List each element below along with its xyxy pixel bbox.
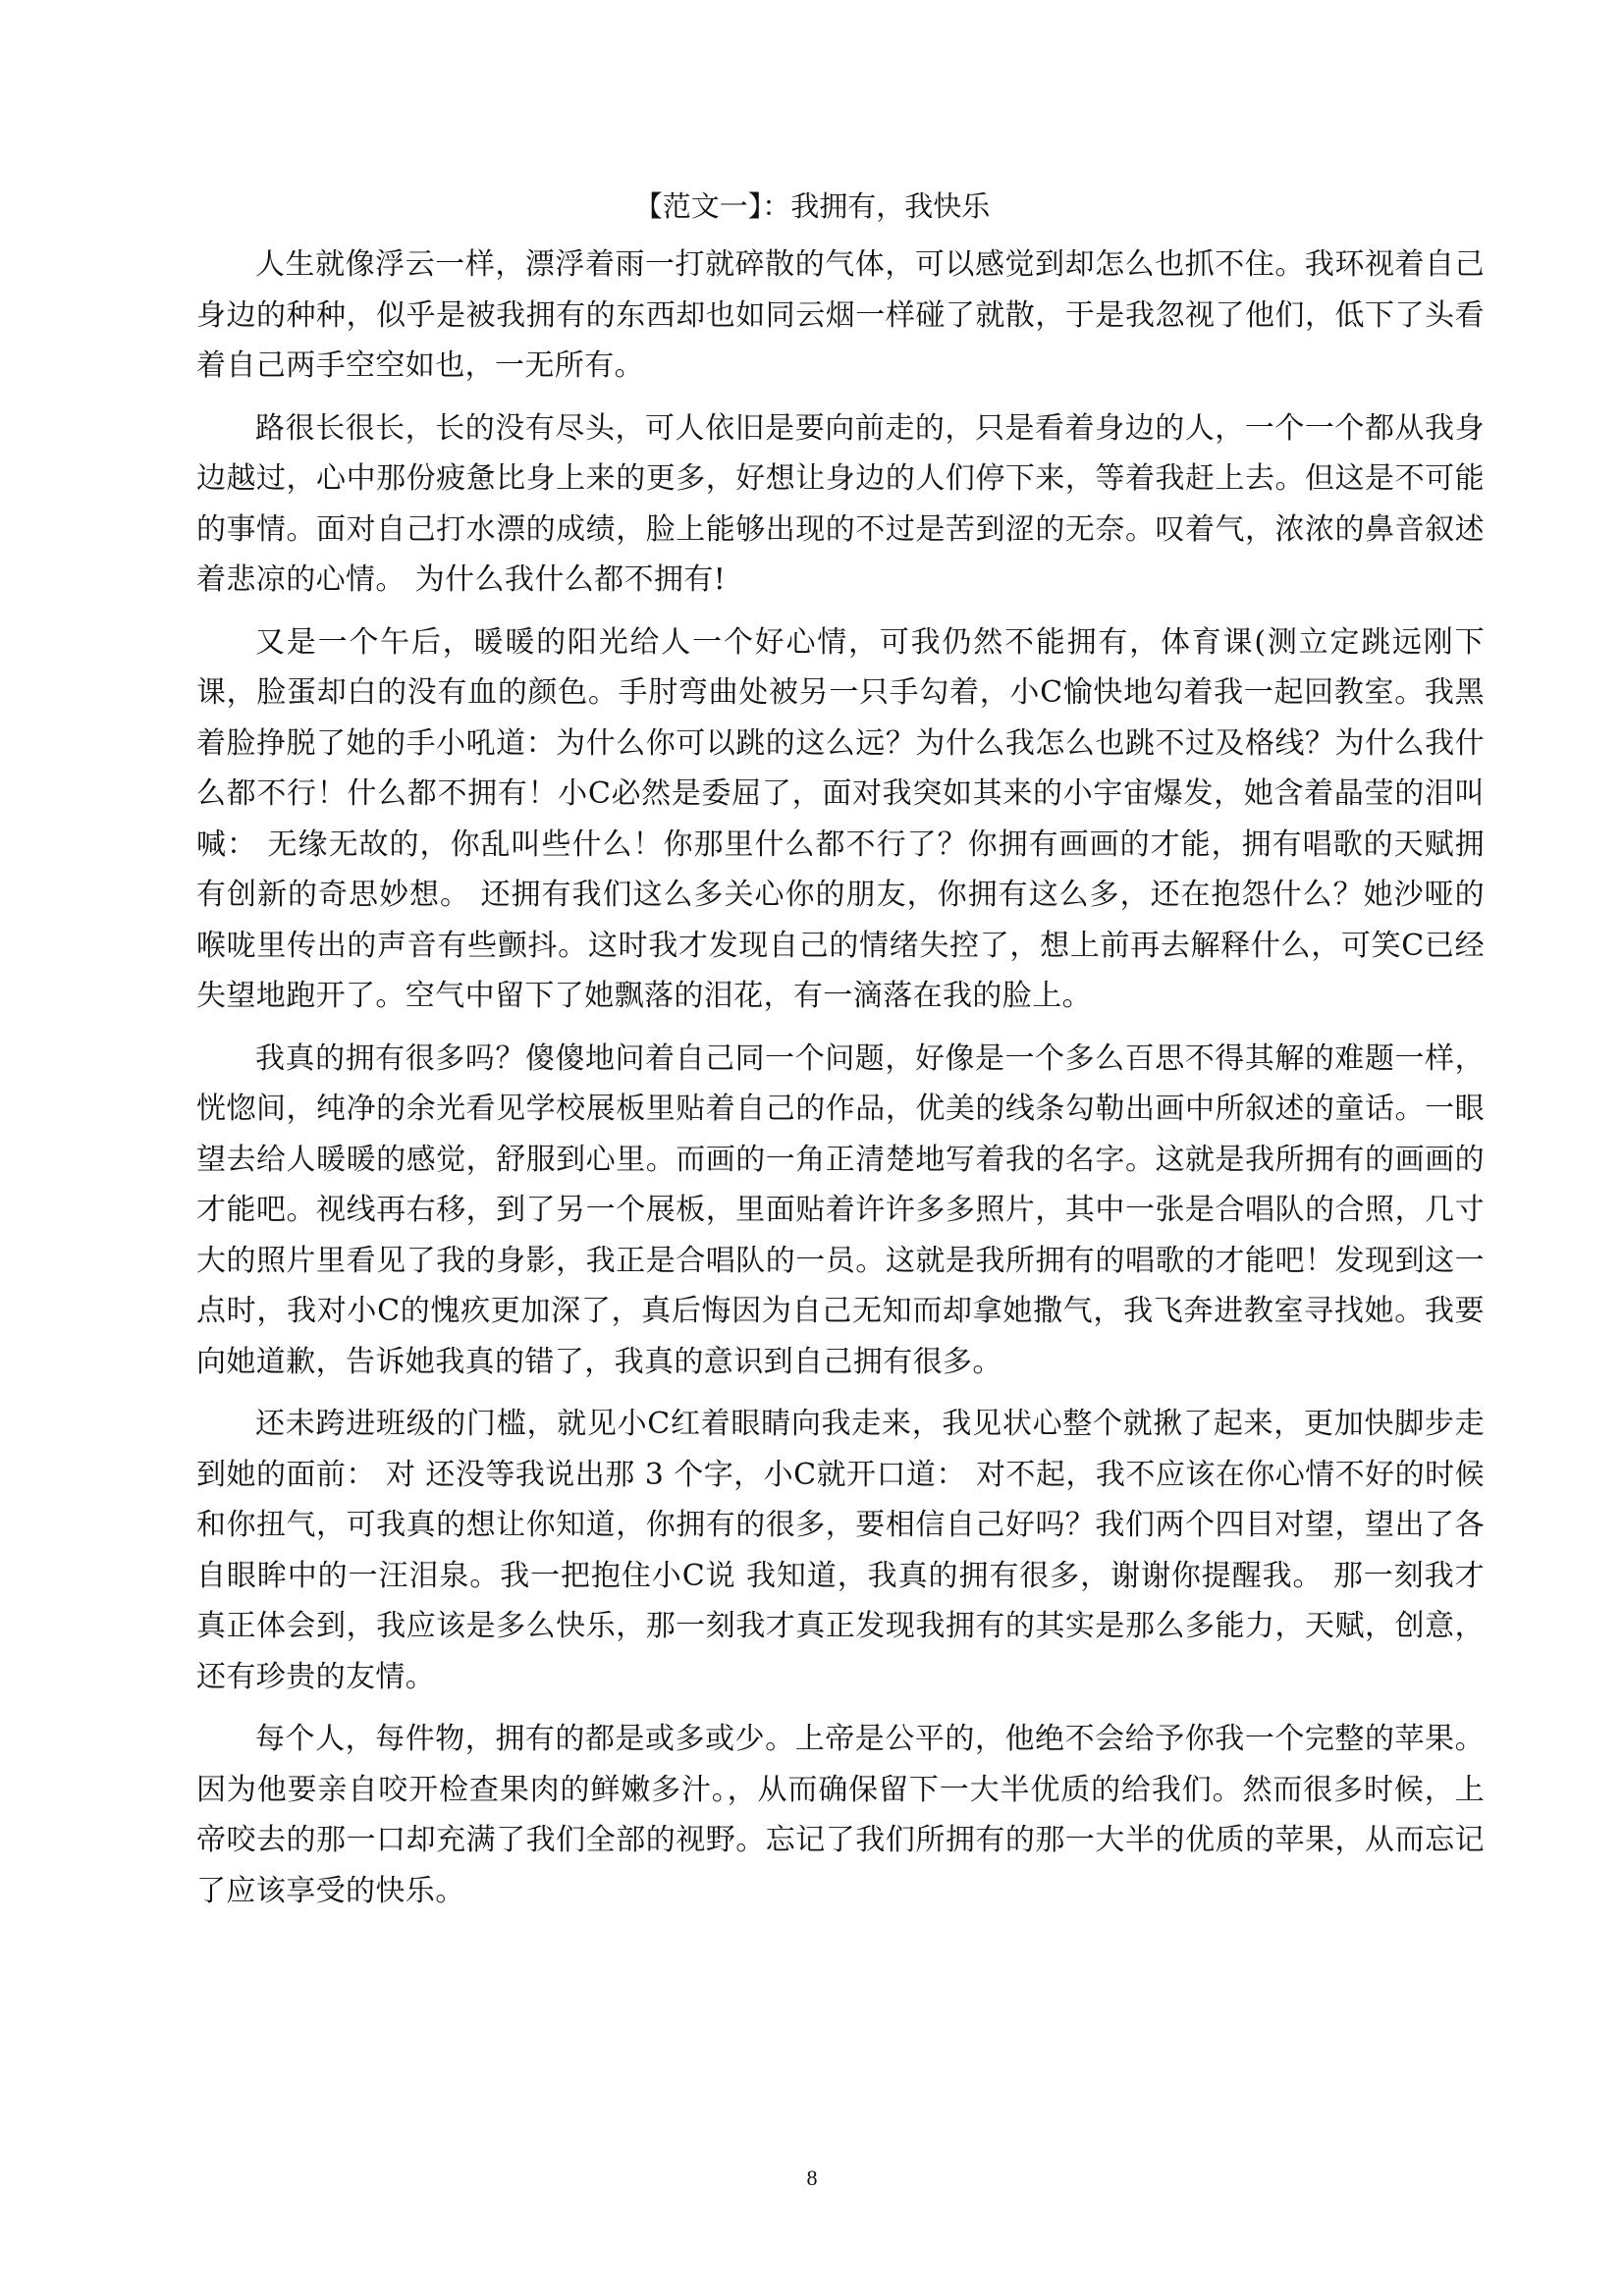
essay-body [196, 240, 1485, 1928]
paragraph-2: 路很长很长，长的没有尽头，可人依旧是要向前走的，只是看着身边的人，一个一个都从我身边越过，心中那份疲惫比身上来的更多，好想让身边的人们停下来，等着我赶上去。但这是不可能的事情。面对自己打水漂的成绩，脸上能够出现的不过是苦到涩的无奈。叹着气，浓浓的鼻音叙述着悲凉的心情。 为什么我什么都不拥有! [196, 410, 1485, 597]
page-number: 8 [806, 2165, 818, 2190]
paragraph-3: 又是一个午后，暖暖的阳光给人一个好心情，可我仍然不能拥有，体育课(测立定跳远刚下课，脸蛋却白的没有血的颜色。手肘弯曲处被另一只手勾着，小C愉快地勾着我一起回教室。我黑着脸挣脱了她的手小吼道：为什么你可以跳的这么远？为什么我怎么也跳不过及格线？为什么我什么都不行！什么都不拥有！小C必然是委屈了，面对我突如其来的小宇宙爆发，她含着晶莹的泪叫喊： 无缘无故的，你乱叫些什么！你那里什么都不行了？你拥有画画的才能，拥有唱歌的天赋拥有创新的奇思妙想。 还拥有我们这么多关心你的朋友，你拥有这么多，还在抱怨什么？她沙哑的喉咙里传出的声音有些颤抖。这时我才发现自己的情绪失控了，想上前再去解释什么，可笑C已经失望地跑开了。空气中留下了她飘落的泪花，有一滴落在我的脸上。 [196, 624, 1485, 1013]
page-title: 【范文一】：我拥有，我快乐 [633, 189, 991, 223]
paragraph-1: 人生就像浮云一样，漂浮着雨一打就碎散的气体，可以感觉到却怎么也抓不住。我环视着自己身边的种种，似乎是被我拥有的东西却也如同云烟一样碰了就散，于是我忽视了他们，低下了头看着自己两手空空如也，一无所有。 [196, 247, 1485, 383]
paragraph-4: 我真的拥有很多吗？傻傻地问着自己同一个问题，好像是一个多么百思不得其解的难题一样，恍惚间，纯净的余光看见学校展板里贴着自己的作品，优美的线条勾勒出画中所叙述的童话。一眼望去给人暖暖的感觉，舒服到心里。而画的一角正清楚地写着我的名字。这就是我所拥有的画画的才能吧。视线再右移，到了另一个展板，里面贴着许许多多照片，其中一张是合唱队的合照，几寸大的照片里看见了我的身影，我正是合唱队的一员。这就是我所拥有的唱歌的才能吧！发现到这一点时，我对小C的愧疚更加深了，真后悔因为自己无知而却拿她撒气，我飞奔进教室寻找她。我要向她道歉，告诉她我真的错了，我真的意识到自己拥有很多。 [196, 1041, 1485, 1379]
paragraph-6: 每个人，每件物，拥有的都是或多或少。上帝是公平的，他绝不会给予你我一个完整的苹果。因为他要亲自咬开检查果肉的鲜嫩多汁。，从而确保留下一大半优质的给我们。然而很多时候，上帝咬去的那一口却充满了我们全部的视野。忘记了我们所拥有的那一大半的优质的苹果，从而忘记了应该享受的快乐。 [196, 1722, 1485, 1908]
paragraph-5: 还未跨进班级的门槛，就见小C红着眼睛向我走来，我见状心整个就揪了起来，更加快脚步走到她的面前： 对 还没等我说出那 3 个字，小C就开口道： 对不起，我不应该在你心情不好的时候和你扭气，可我真的想让你知道，你拥有的很多，要相信自己好吗？我们两个四目对望，望出了各自眼眸中的一汪泪泉。我一把抱住小C说 我知道，我真的拥有很多，谢谢你提醒我。 那一刻我才真正体会到，我应该是多么快乐，那一刻我才真正发现我拥有的其实是那么多能力，天赋，创意，还有珍贵的友情。 [196, 1407, 1485, 1694]
